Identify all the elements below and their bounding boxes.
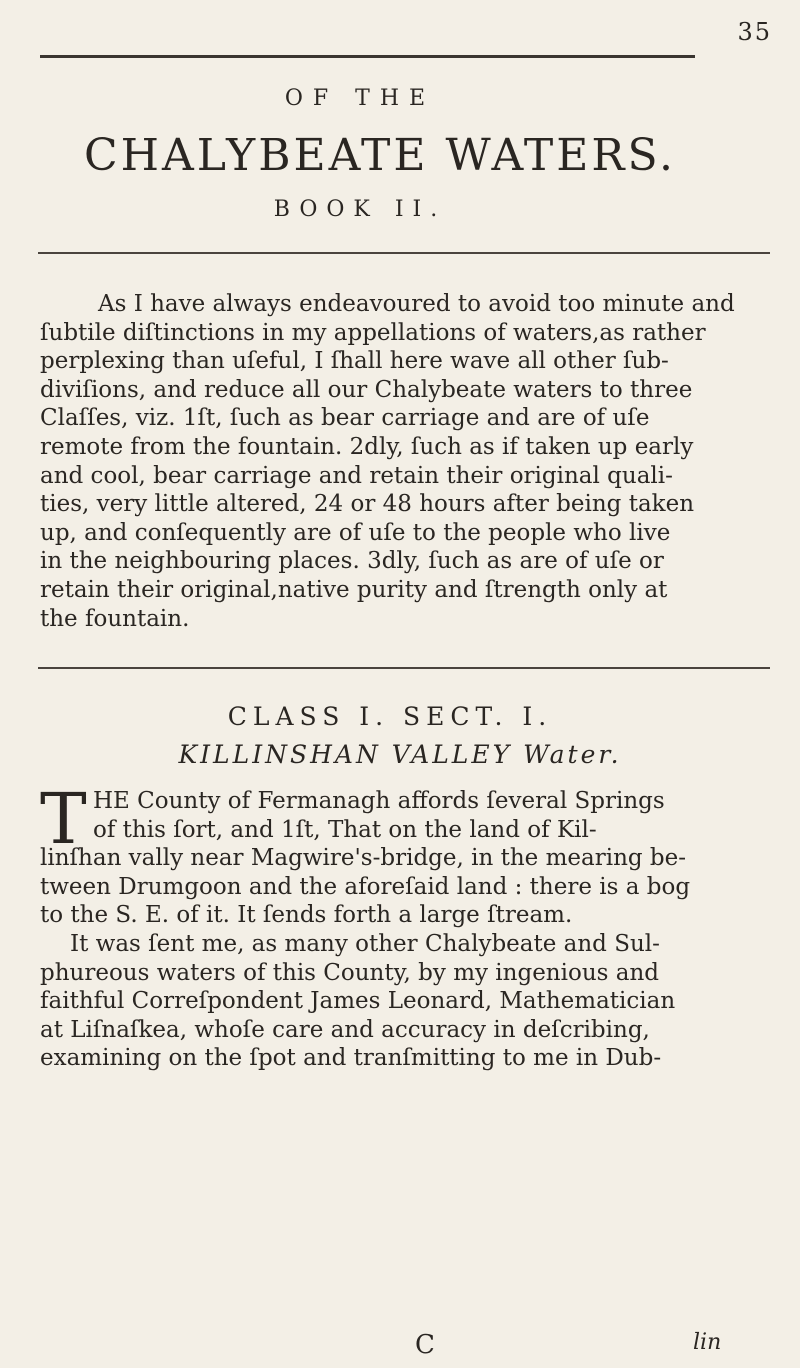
top-rule (40, 55, 695, 58)
catchword: lin (693, 1330, 722, 1355)
text-line: up, and conſequently are of uſe to the people who live (40, 519, 671, 546)
text-line: linſhan vally near Magwire's-bridge, in the mearing be- (40, 845, 687, 872)
text-line: in the neighbouring places. 3dly, ſuch as are of uſe or (40, 548, 664, 575)
text-line: the fountain. (40, 605, 190, 632)
text-line: diviſions, and reduce all our Chalybeate waters to three (40, 376, 693, 403)
text-line: As I have always endeavoured to avoid too minute and (98, 291, 735, 317)
drop-cap: T (40, 778, 87, 860)
text-line: to the S. E. of it. It ſends forth a large ſtream. (40, 902, 573, 929)
signature-mark: C (415, 1330, 435, 1360)
text-line: and cool, bear carriage and retain their original quali- (40, 462, 673, 489)
page-number: 35 (737, 18, 772, 46)
text-line: It was ſent me, as many other Chalybeate and Sul- (70, 930, 660, 957)
text-line: tween Drumgoon and the aforeſaid land : there is a bog (40, 873, 691, 900)
text-line: remote from the fountain. 2dly, ſuch as if taken up early (40, 433, 694, 460)
text-line: retain their original,native purity and ſtrength only at (40, 576, 668, 603)
body-paragraph (40, 787, 760, 1073)
text-line: at Liſnaſkea, whoſe care and accuracy in deſcribing, (40, 1016, 650, 1043)
text-line: faithful Correſpondent James Leonard, Mathematician (40, 988, 676, 1015)
book-label: BOOK II. (273, 197, 447, 222)
text-line: Claſſes, viz. 1ſt, ſuch as bear carriage and are of uſe (40, 405, 650, 432)
section-heading: CLASS I. SECT. I. (227, 702, 553, 731)
divider-rule (38, 252, 770, 254)
intro-paragraph (40, 290, 760, 633)
text-line: HE County of Fermanagh affords ſeveral Springs (93, 788, 665, 814)
text-line: examining on the ſpot and tranſmitting to me in Dub- (40, 1045, 662, 1072)
section-subheading: KILLINSHAN VALLEY Water. (178, 740, 622, 769)
header-small: OF THE (284, 86, 436, 111)
text-line: phureous waters of this County, by my ingenious and (40, 959, 660, 986)
page-title: CHALYBEATE WATERS. (83, 130, 677, 181)
text-line: ties, very little altered, 24 or 48 hours after being taken (40, 491, 695, 518)
text-line: of this ſort, and 1ſt, That on the land of Kil- (93, 816, 597, 843)
text-line: perplexing than uſeful, I ſhall here wave all other ſub- (40, 348, 669, 375)
divider-rule (38, 667, 770, 669)
text-line: ſubtile diſtinctions in my appellations of waters,as rather (40, 319, 706, 346)
